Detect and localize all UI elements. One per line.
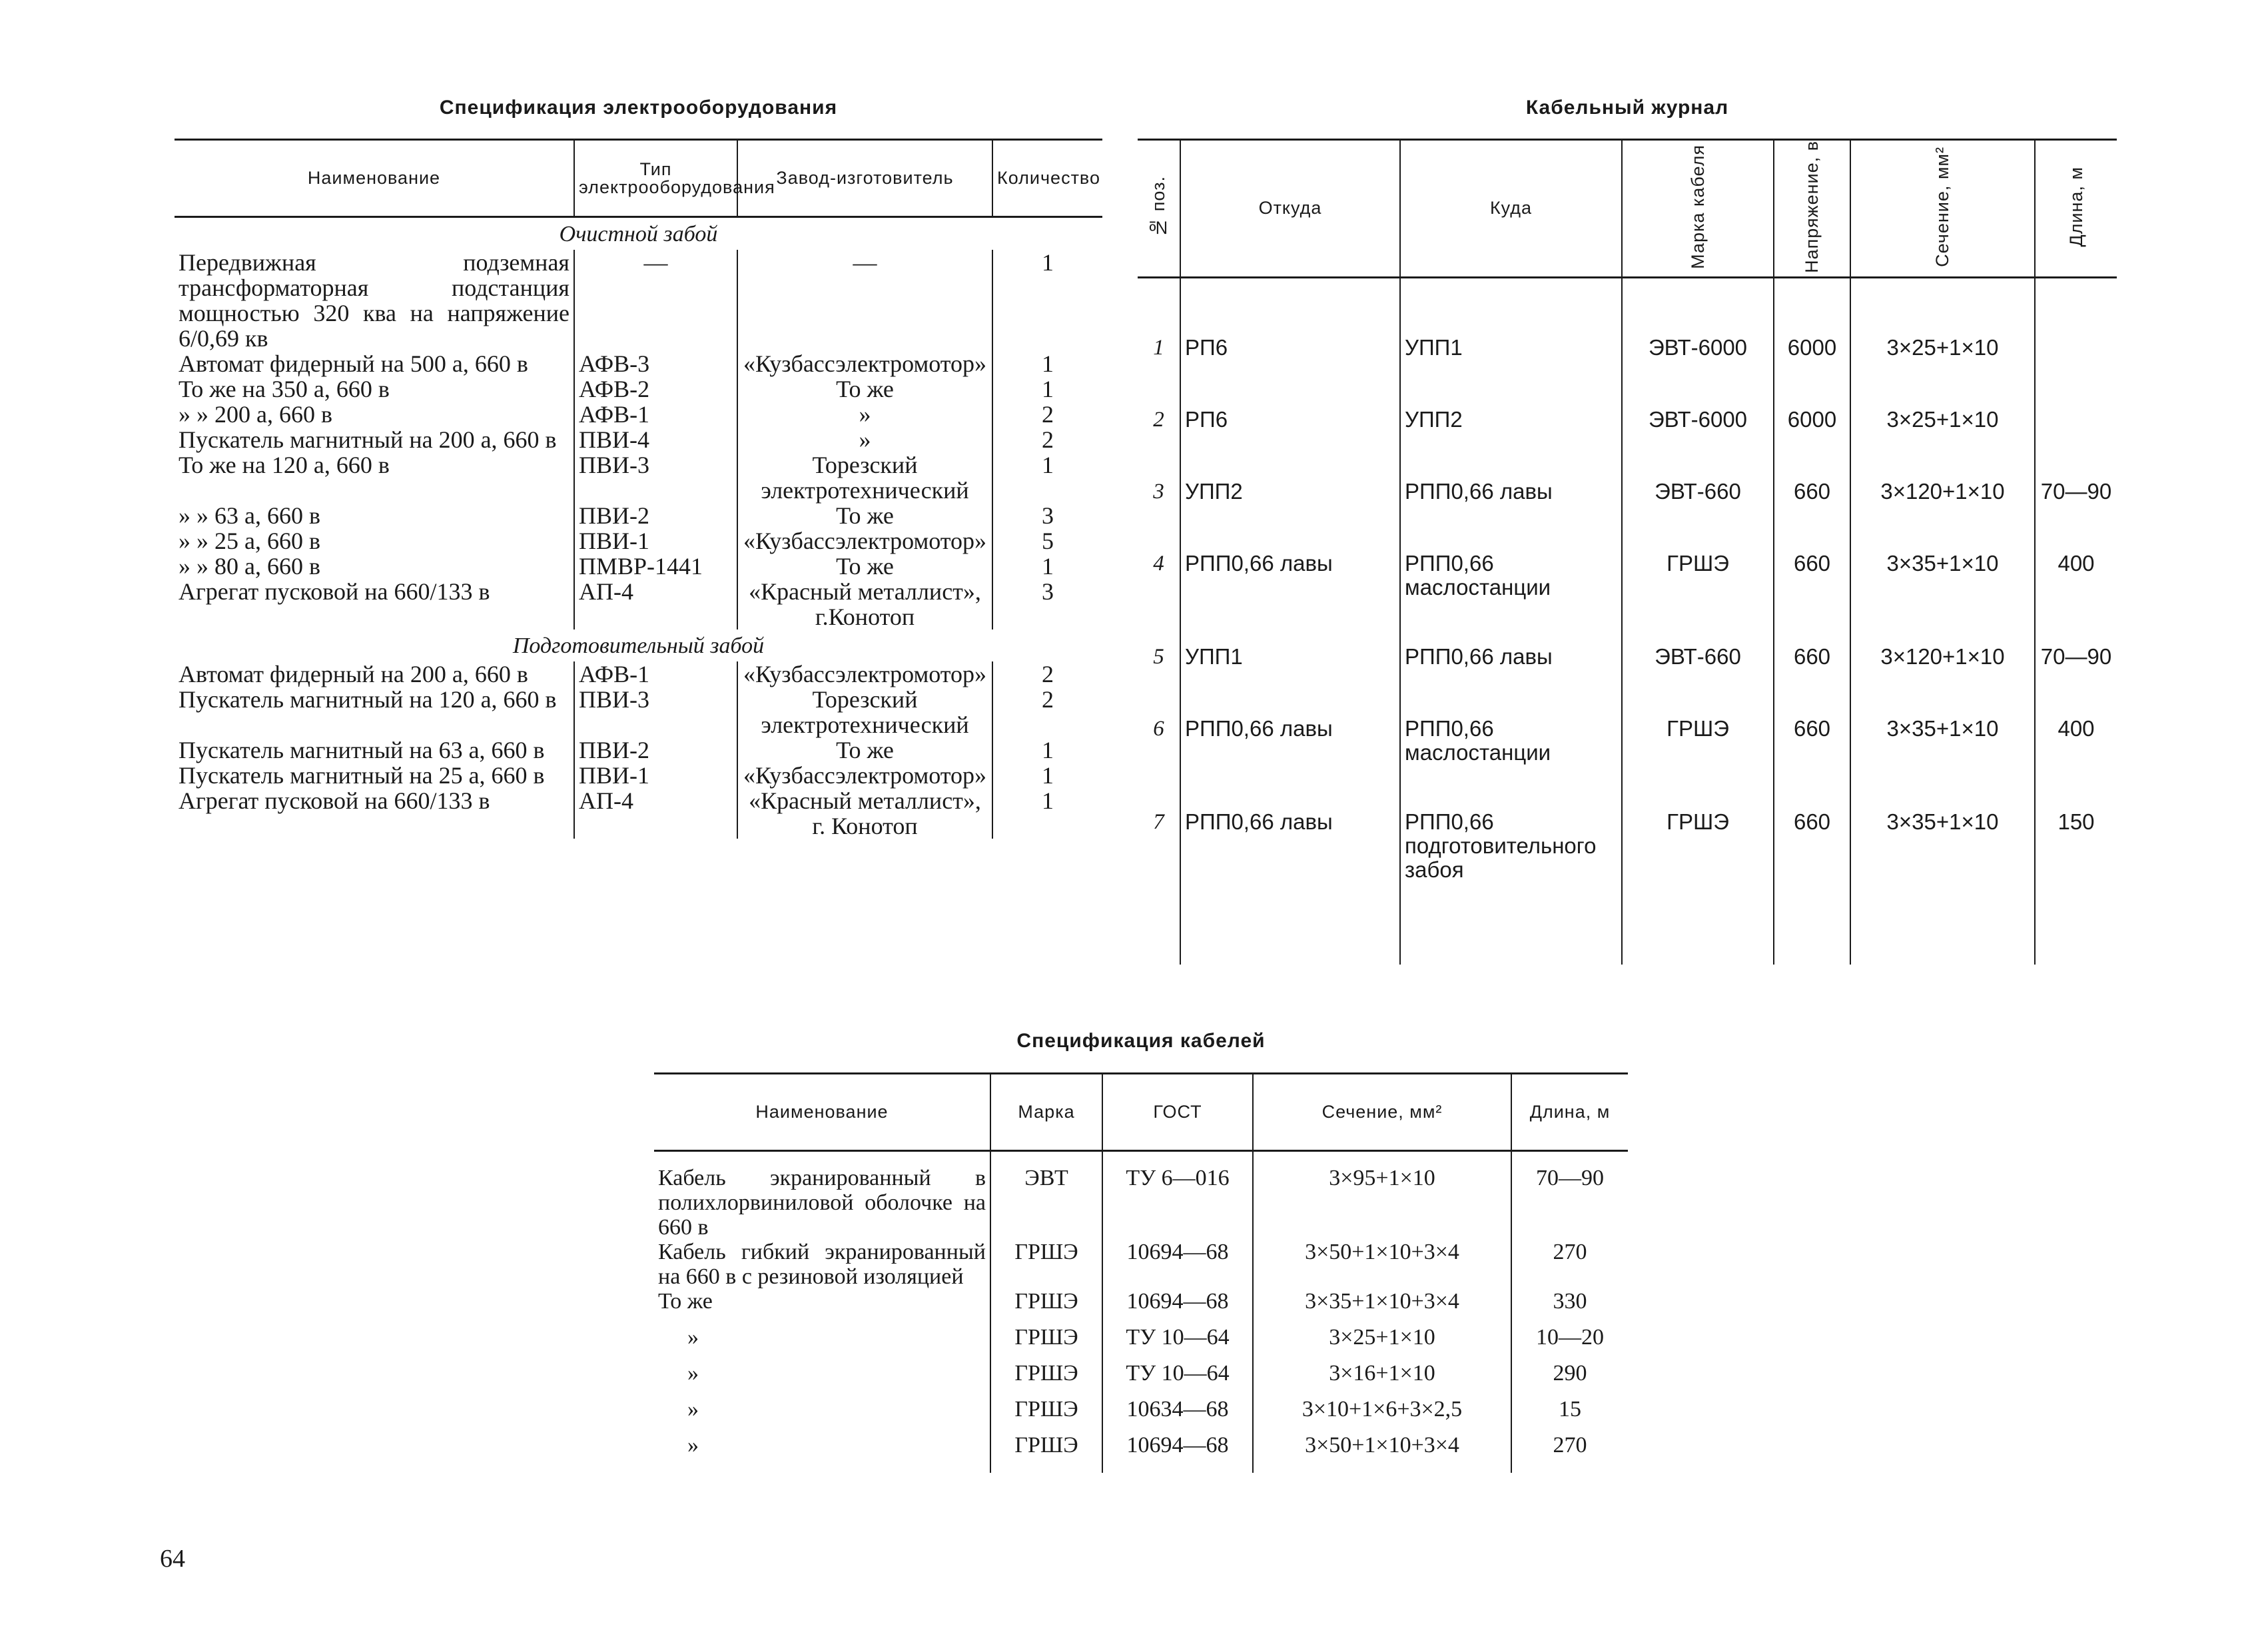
cb-cell-section: 3×95+1×10	[1253, 1166, 1511, 1240]
eq-cell-type: АП-4	[574, 788, 737, 839]
cable-journal-table	[1138, 139, 2117, 965]
jr-cell-brand: ЭВТ-6000	[1622, 330, 1774, 402]
jr-cell-from: РПП0,66 лавы	[1180, 711, 1400, 805]
jr-cell-length	[2035, 330, 2117, 402]
jr-cell-brand: ЭВТ-660	[1622, 474, 1774, 546]
jr-cell-section: 3×35+1×10	[1850, 711, 2035, 805]
eq-cell-name: Пускатель магнитный на 25 а, 660 в	[179, 762, 545, 789]
jr-cell-to: РПП0,66 маслостанции	[1400, 711, 1622, 805]
eq-cell-qty: 1	[992, 351, 1102, 376]
jr-cell-section: 3×120+1×10	[1850, 474, 2035, 546]
jr-cell-to: УПП2	[1400, 402, 1622, 474]
jr-cell-section: 3×25+1×10	[1850, 402, 2035, 474]
eq-header-type: Тип электрооборудования	[574, 140, 737, 217]
eq-row	[175, 376, 1102, 402]
cb-cell-section: 3×50+1×10+3×4	[1253, 1433, 1511, 1473]
jr-header-length: Длина, м	[2035, 140, 2117, 278]
eq-row	[175, 452, 1102, 503]
eq-cell-name: Агрегат пусковой на 660/133 в	[179, 787, 490, 814]
eq-cell-qty: 1	[992, 737, 1102, 763]
cable-spec-title: Спецификация кабелей	[1016, 1030, 1266, 1052]
eq-cell-name: Автомат фидерный на 500 а, 660 в	[179, 350, 528, 377]
eq-cell-qty: 1	[992, 452, 1102, 503]
jr-body	[1138, 277, 2117, 965]
eq-cell-type: ПВИ-4	[574, 427, 737, 452]
jr-cell-voltage: 660	[1774, 639, 1850, 711]
eq-cell-name: То же на 350 а, 660 в	[179, 376, 390, 402]
eq-cell-qty: 5	[992, 528, 1102, 554]
eq-cell-name: Пускатель магнитный на 200 а, 660 в	[179, 426, 557, 453]
eq-cell-name: » » 63 а, 660 в	[179, 502, 320, 529]
eq-cell-type: ПВИ-3	[574, 452, 737, 503]
eq-row	[175, 763, 1102, 788]
jr-cell-from: РП6	[1180, 402, 1400, 474]
eq-row	[175, 402, 1102, 427]
cb-header-length: Длина, м	[1511, 1074, 1628, 1151]
cb-cell-brand: ГРШЭ	[990, 1325, 1102, 1361]
cb-cell-brand: ГРШЭ	[990, 1289, 1102, 1325]
cb-cell-name: »	[687, 1432, 699, 1457]
cb-cell-brand: ГРШЭ	[990, 1361, 1102, 1397]
page-number: 64	[160, 1545, 185, 1573]
jr-cell-brand: ЭВТ-660	[1622, 639, 1774, 711]
cb-header-brand: Марка	[990, 1074, 1102, 1151]
cb-cell-section: 3×10+1×6+3×2,5	[1253, 1397, 1511, 1433]
jr-row	[1138, 402, 2117, 474]
cb-row	[654, 1289, 1628, 1325]
jr-cell-to: РПП0,66 лавы	[1400, 639, 1622, 711]
eq-cell-qty: 2	[992, 661, 1102, 687]
jr-cell-from: РП6	[1180, 330, 1400, 402]
cb-header-name: Наименование	[654, 1074, 990, 1151]
eq-cell-qty: 1	[992, 763, 1102, 788]
eq-cell-maker: То же	[737, 376, 992, 402]
jr-cell-section: 3×25+1×10	[1850, 330, 2035, 402]
eq-cell-maker: «Кузбассэлектромотор»	[737, 528, 992, 554]
jr-row	[1138, 711, 2117, 805]
cb-row	[654, 1433, 1628, 1473]
eq-cell-type: АП-4	[574, 579, 737, 629]
eq-cell-qty: 3	[992, 503, 1102, 528]
cb-cell-gost: 10694—68	[1102, 1289, 1253, 1325]
eq-cell-maker: «Кузбассэлектромотор»	[737, 351, 992, 376]
eq-body	[175, 217, 1102, 839]
jr-row	[1138, 546, 2117, 639]
jr-cell-voltage: 660	[1774, 546, 1850, 639]
eq-cell-name: » » 25 а, 660 в	[179, 528, 320, 554]
jr-cell-to: РПП0,66 подготовительного забоя	[1400, 805, 1622, 965]
eq-cell-name: Пускатель магнитный на 120 а, 660 в	[179, 686, 557, 713]
eq-cell-maker: «Красный металлист», г.Конотоп	[737, 579, 992, 629]
jr-cell-length	[2035, 402, 2117, 474]
cb-header-gost: ГОСТ	[1102, 1074, 1253, 1151]
eq-cell-type: АФВ-3	[574, 351, 737, 376]
cb-cell-length: 15	[1511, 1397, 1628, 1433]
jr-cell-voltage: 6000	[1774, 330, 1850, 402]
cb-cell-length: 70—90	[1511, 1166, 1628, 1240]
eq-row	[175, 554, 1102, 579]
cb-row	[654, 1397, 1628, 1433]
cb-cell-length: 10—20	[1511, 1325, 1628, 1361]
jr-cell-pos: 1	[1153, 336, 1164, 360]
jr-cell-from: РПП0,66 лавы	[1180, 805, 1400, 965]
jr-cell-pos: 2	[1153, 408, 1164, 432]
jr-cell-pos: 5	[1153, 645, 1164, 669]
jr-cell-length: 400	[2035, 711, 2117, 805]
eq-cell-qty: 1	[992, 554, 1102, 579]
jr-cell-to: РПП0,66 маслостанции	[1400, 546, 1622, 639]
jr-cell-brand: ГРШЭ	[1622, 711, 1774, 805]
jr-cell-section: 3×35+1×10	[1850, 546, 2035, 639]
eq-cell-maker: То же	[737, 503, 992, 528]
cb-cell-name: »	[687, 1396, 699, 1422]
cb-cell-gost: ТУ 6—016	[1102, 1166, 1253, 1240]
cable-spec-table	[654, 1072, 1628, 1473]
cb-cell-name: Кабель гибкий экранированный на 660 в с резиновой изоляцией	[658, 1239, 986, 1289]
jr-cell-voltage: 6000	[1774, 402, 1850, 474]
cb-row	[654, 1361, 1628, 1397]
cb-cell-length: 330	[1511, 1289, 1628, 1325]
equipment-spec-table	[175, 139, 1102, 839]
jr-header-voltage: Напряжение, в	[1774, 140, 1850, 278]
jr-row	[1138, 805, 2117, 965]
jr-cell-voltage: 660	[1774, 805, 1850, 965]
jr-header-pos: № поз.	[1138, 140, 1180, 278]
eq-section-title: Подготовительный забой	[512, 633, 765, 658]
eq-row	[175, 661, 1102, 687]
eq-cell-name: Агрегат пусковой на 660/133 в	[179, 578, 490, 605]
jr-cell-pos: 3	[1153, 480, 1164, 504]
cb-row	[654, 1325, 1628, 1361]
eq-cell-maker: —	[737, 250, 992, 351]
jr-cell-from: РПП0,66 лавы	[1180, 546, 1400, 639]
eq-cell-maker: Торезский электротехнический	[737, 452, 992, 503]
eq-cell-name: То же на 120 а, 660 в	[179, 452, 390, 478]
eq-cell-name: Передвижная подземная трансформаторная подстанция мощностью 320 ква на напряжение 6/0,69 кв	[179, 249, 569, 352]
eq-cell-qty: 2	[992, 402, 1102, 427]
eq-header-maker: Завод-изготовитель	[737, 140, 992, 217]
eq-header-qty: Количество	[992, 140, 1102, 217]
eq-cell-type: ПВИ-1	[574, 528, 737, 554]
eq-row	[175, 250, 1102, 351]
jr-cell-length: 400	[2035, 546, 2117, 639]
jr-header-to: Куда	[1400, 140, 1622, 278]
eq-cell-maker: «Кузбассэлектромотор»	[737, 661, 992, 687]
eq-cell-maker: То же	[737, 737, 992, 763]
cb-cell-length: 290	[1511, 1361, 1628, 1397]
cb-cell-brand: ГРШЭ	[990, 1433, 1102, 1473]
jr-cell-voltage: 660	[1774, 474, 1850, 546]
eq-section-title: Очистной забой	[559, 222, 718, 246]
eq-cell-maker: То же	[737, 554, 992, 579]
eq-row	[175, 579, 1102, 629]
eq-cell-type: АФВ-1	[574, 661, 737, 687]
eq-cell-type: ПВИ-1	[574, 763, 737, 788]
jr-cell-from: УПП1	[1180, 639, 1400, 711]
eq-cell-qty: 1	[992, 788, 1102, 839]
cb-cell-section: 3×35+1×10+3×4	[1253, 1289, 1511, 1325]
jr-cell-section: 3×120+1×10	[1850, 639, 2035, 711]
jr-header-section: Сечение, мм²	[1850, 140, 2035, 278]
eq-header-name: Наименование	[175, 140, 574, 217]
eq-cell-name: » » 80 а, 660 в	[179, 553, 320, 580]
eq-cell-type: АФВ-2	[574, 376, 737, 402]
cable-journal-title: Кабельный журнал	[1525, 97, 1729, 119]
cb-cell-gost: 10694—68	[1102, 1240, 1253, 1289]
eq-cell-type: ПВИ-2	[574, 503, 737, 528]
eq-cell-maker: «Красный металлист», г. Конотоп	[737, 788, 992, 839]
jr-cell-length: 70—90	[2035, 474, 2117, 546]
jr-cell-to: УПП1	[1400, 330, 1622, 402]
cb-cell-gost: 10694—68	[1102, 1433, 1253, 1473]
jr-cell-brand: ЭВТ-6000	[1622, 402, 1774, 474]
eq-cell-qty: 2	[992, 427, 1102, 452]
jr-row	[1138, 639, 2117, 711]
jr-cell-length: 150	[2035, 805, 2117, 965]
jr-cell-to: РПП0,66 лавы	[1400, 474, 1622, 546]
cb-cell-name: Кабель экранированный в полихлорвиниловой оболочке на 660 в	[658, 1165, 986, 1240]
eq-cell-type: ПМВР-1441	[574, 554, 737, 579]
eq-cell-name: Пускатель магнитный на 63 а, 660 в	[179, 737, 545, 763]
cb-cell-brand: ЭВТ	[990, 1166, 1102, 1240]
eq-row	[175, 503, 1102, 528]
jr-cell-pos: 4	[1153, 552, 1164, 576]
eq-cell-qty: 1	[992, 376, 1102, 402]
jr-cell-brand: ГРШЭ	[1622, 546, 1774, 639]
eq-row	[175, 788, 1102, 839]
jr-row	[1138, 474, 2117, 546]
cb-cell-section: 3×16+1×10	[1253, 1361, 1511, 1397]
jr-cell-pos: 6	[1153, 717, 1164, 741]
cb-cell-section: 3×50+1×10+3×4	[1253, 1240, 1511, 1289]
jr-cell-voltage: 660	[1774, 711, 1850, 805]
cb-cell-brand: ГРШЭ	[990, 1397, 1102, 1433]
jr-cell-length: 70—90	[2035, 639, 2117, 711]
cb-cell-gost: 10634—68	[1102, 1397, 1253, 1433]
eq-cell-qty: 2	[992, 687, 1102, 737]
eq-row	[175, 687, 1102, 737]
cb-cell-length: 270	[1511, 1240, 1628, 1289]
eq-row	[175, 737, 1102, 763]
equipment-spec-title: Спецификация электрооборудования	[439, 97, 838, 119]
eq-cell-maker: »	[737, 427, 992, 452]
cb-cell-name: »	[687, 1360, 699, 1386]
cb-body	[654, 1151, 1628, 1473]
cb-cell-gost: ТУ 10—64	[1102, 1325, 1253, 1361]
cb-cell-section: 3×25+1×10	[1253, 1325, 1511, 1361]
eq-cell-qty: 3	[992, 579, 1102, 629]
jr-header-from: Откуда	[1180, 140, 1400, 278]
jr-row	[1138, 330, 2117, 402]
jr-cell-brand: ГРШЭ	[1622, 805, 1774, 965]
eq-row	[175, 427, 1102, 452]
eq-cell-type: ПВИ-3	[574, 687, 737, 737]
eq-cell-type: —	[574, 250, 737, 351]
eq-cell-type: АФВ-1	[574, 402, 737, 427]
eq-cell-maker: «Кузбассэлектромотор»	[737, 763, 992, 788]
jr-cell-section: 3×35+1×10	[1850, 805, 2035, 965]
cb-row	[654, 1166, 1628, 1240]
jr-cell-pos: 7	[1153, 810, 1164, 835]
cb-cell-name: То же	[658, 1288, 713, 1314]
cb-cell-length: 270	[1511, 1433, 1628, 1473]
eq-cell-name: » » 200 а, 660 в	[179, 401, 332, 428]
cb-header-section: Сечение, мм²	[1253, 1074, 1511, 1151]
eq-cell-qty: 1	[992, 250, 1102, 351]
eq-cell-maker: Торезский электротехнический	[737, 687, 992, 737]
cb-cell-gost: ТУ 10—64	[1102, 1361, 1253, 1397]
eq-row	[175, 351, 1102, 376]
eq-cell-type: ПВИ-2	[574, 737, 737, 763]
cb-cell-brand: ГРШЭ	[990, 1240, 1102, 1289]
jr-cell-from: УПП2	[1180, 474, 1400, 546]
cb-cell-name: »	[687, 1324, 699, 1350]
cb-row	[654, 1240, 1628, 1289]
jr-header-brand: Марка кабеля	[1622, 140, 1774, 278]
eq-cell-maker: »	[737, 402, 992, 427]
eq-row	[175, 528, 1102, 554]
eq-cell-name: Автомат фидерный на 200 а, 660 в	[179, 661, 528, 687]
